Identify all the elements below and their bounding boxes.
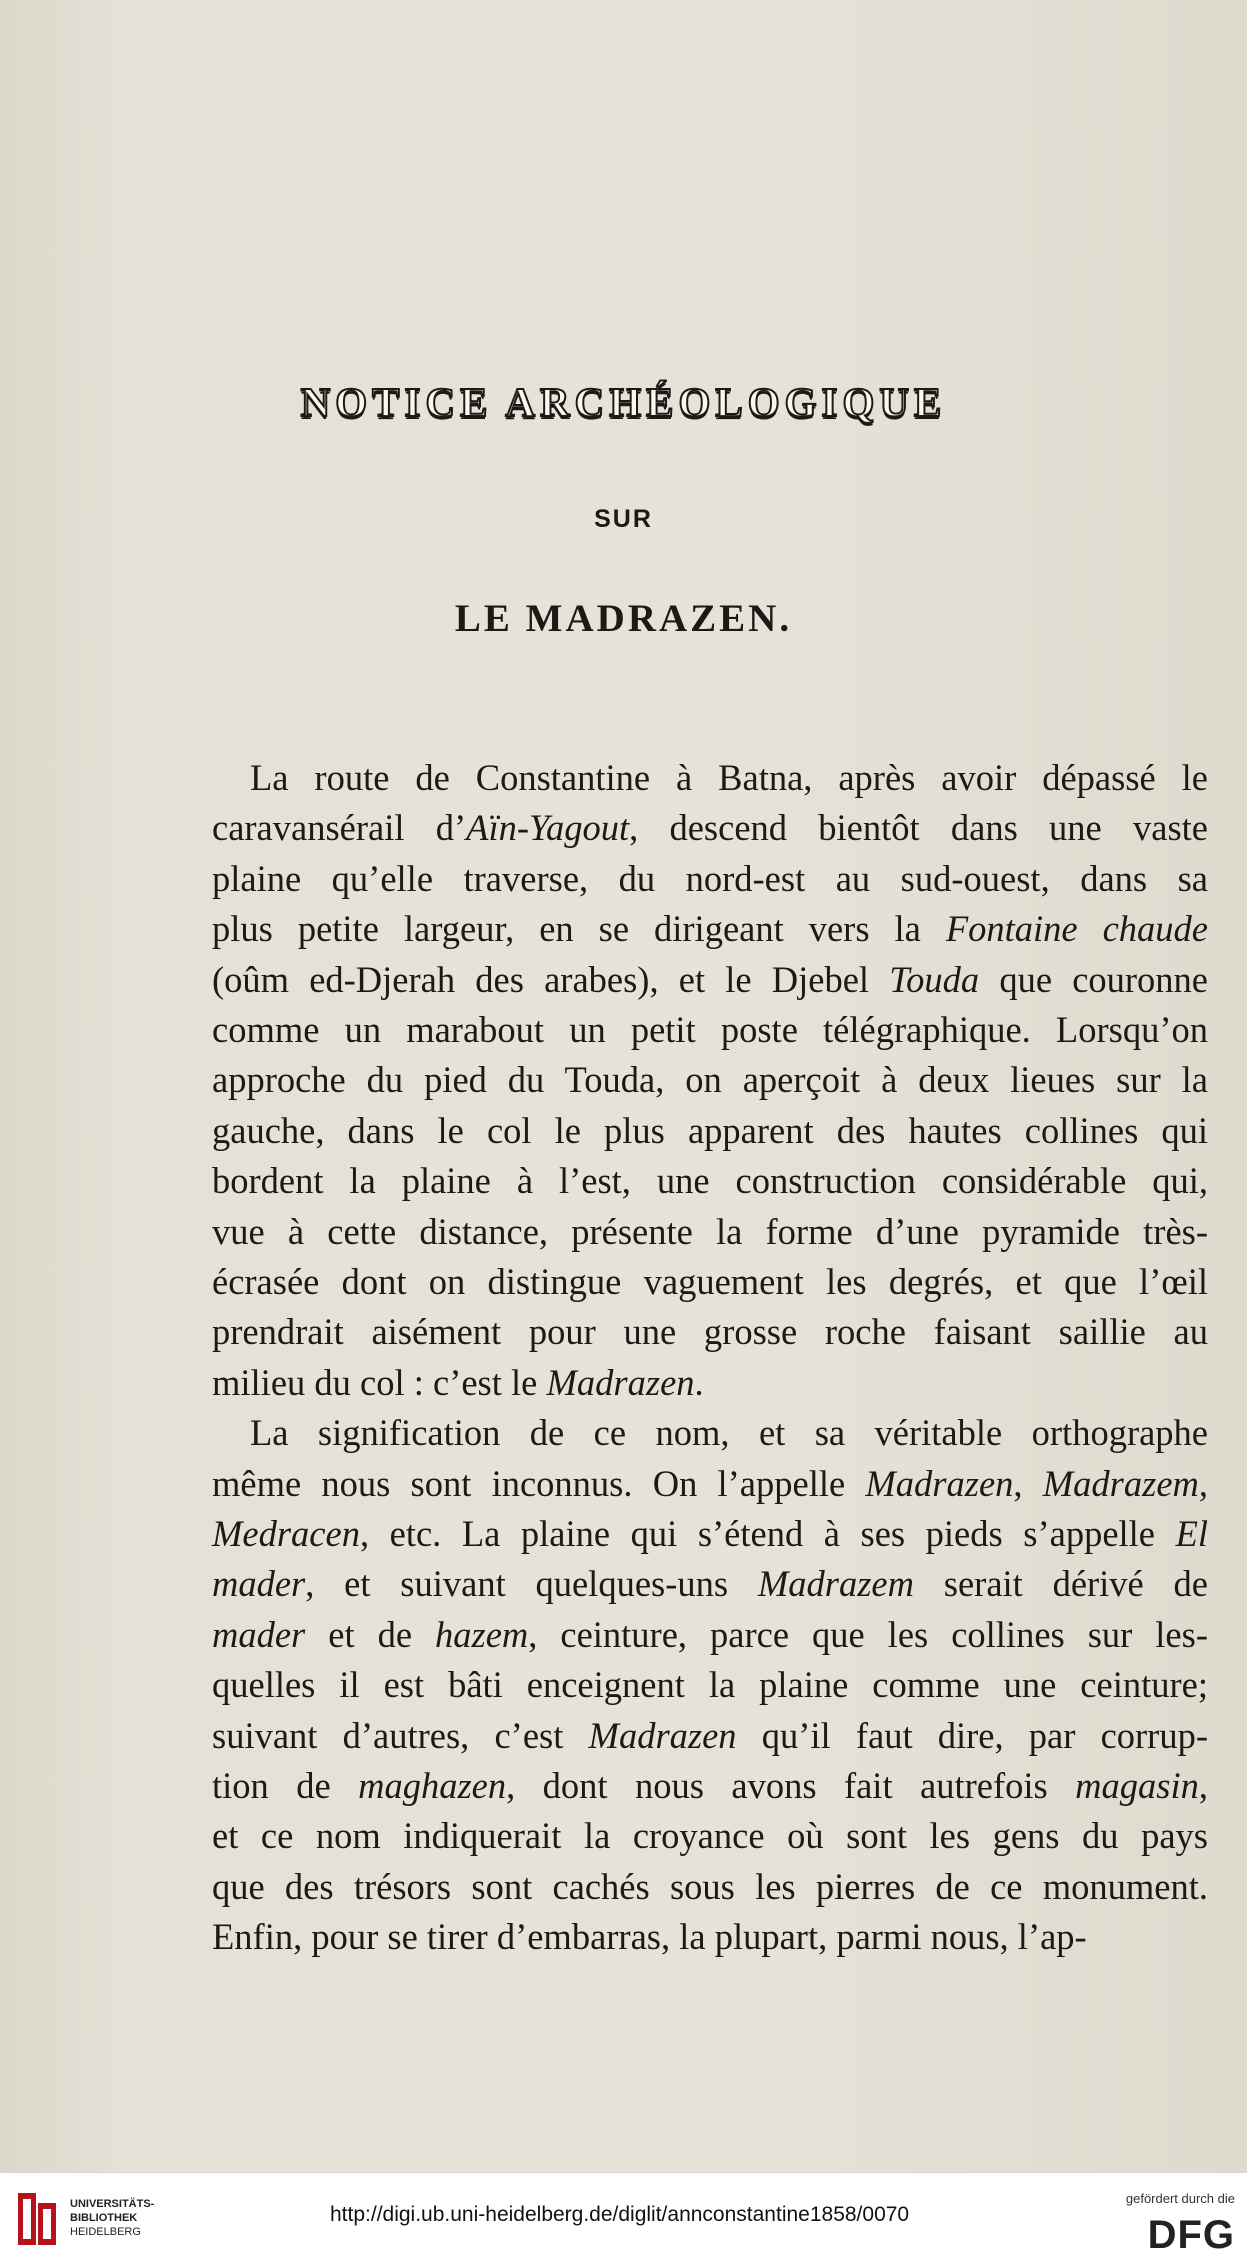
emphasis-text: Aïn-Yagout [466,807,630,849]
text-span: approche du pied du Touda, on aperçoit à deux lieues sur la [212,1059,1208,1101]
text-span: que couronne [979,958,1209,1000]
library-name [70,2197,154,2239]
text-line [212,1810,1208,1862]
text-line [212,1508,1208,1560]
emphasis-text: El [1175,1513,1208,1554]
text-span: , ceinture, parce que les collines sur les- [528,1613,1208,1655]
text-span: quelles il est bâti enceignent la plaine comme une ceinture; [212,1664,1208,1706]
text-span: , [1198,1765,1208,1806]
text-line [212,1710,1208,1762]
text-span: gauche, dans le col le plus apparent des hautes collines qui [212,1109,1208,1151]
text-line [212,1407,1208,1459]
emphasis-text: mader [212,1563,306,1605]
text-line [212,1357,1208,1409]
text-span: , [1013,1462,1043,1504]
text-span: et ce nom indiquerait la croyance où sont les gens du pays [212,1815,1208,1857]
emphasis-text: Madrazen [865,1462,1014,1504]
text-span: , [1198,1462,1208,1504]
text-span: (oûm ed-Djerah des arabes), et le Djebel [212,958,890,1000]
text-line [212,1004,1208,1056]
emphasis-text: Medracen [212,1513,360,1554]
text-line [212,1256,1208,1308]
text-line [212,1306,1208,1358]
text-span: caravansérail d’ [212,807,467,849]
text-span: écrasée dont on distingue vaguement les degrés, et que l’œil [212,1261,1208,1302]
section-title: NOTICE ARCHÉOLOGIQUE [300,379,947,425]
emphasis-text: Touda [889,958,980,1000]
emphasis-text: Madrazen [588,1714,737,1756]
title-connector: SUR [594,505,653,533]
text-line [212,1054,1208,1106]
library-name-line: HEIDELBERG [70,2226,141,2238]
text-line [212,1558,1208,1610]
text-span: vue à cette distance, présente la forme d’une pyramide très- [212,1210,1208,1252]
text-line [212,1155,1208,1207]
text-span: suivant d’autres, c’est [212,1714,589,1756]
permalink-url[interactable]: http://digi.ub.uni-heidelberg.de/diglit/annconstantine1858/0070 [330,2203,910,2226]
library-name-line: UNIVERSITÄTS- [70,2198,155,2210]
emphasis-text: mader [212,1613,306,1655]
text-span: tion de [212,1765,359,1806]
text-span: , descend bientôt dans une vaste [629,807,1208,849]
emphasis-text: hazem [435,1613,529,1655]
emphasis-text: magasin [1075,1765,1199,1806]
university-library-logo-icon [12,2189,62,2249]
text-span: plus petite largeur, en se dirigeant vers la [212,908,946,950]
emphasis-text: maghazen [358,1765,507,1806]
text-line [212,1861,1208,1913]
subject-title: LE MADRAZEN. [454,597,793,640]
text-span: , etc. La plaine qui s’étend à ses pieds s’appelle [359,1513,1176,1554]
text-line [212,1760,1208,1812]
text-span: qu’il faut dire, par corrup- [736,1714,1208,1756]
emphasis-text: Fontaine chaude [945,908,1208,950]
text-line [212,954,1208,1006]
library-name-line: BIBLIOTHEK [70,2212,138,2224]
dfg-logo: DFG [1147,2213,1235,2257]
text-span: et de [305,1613,435,1655]
text-line [212,752,1208,804]
text-span: même nous sont inconnus. On l’appelle [212,1462,866,1504]
text-span: serait dérivé de [913,1563,1208,1605]
text-span: . [694,1361,704,1403]
text-line [212,1609,1208,1661]
text-line [212,802,1208,854]
text-span: , et suivant quelques-uns [305,1563,758,1605]
text-span: prendrait aisément pour une grosse roche faisant saillie au [212,1311,1208,1353]
emphasis-text: Madrazen [546,1361,695,1403]
text-line [212,1911,1208,1963]
text-span: plaine qu’elle traverse, du nord-est au sud-ouest, dans sa [212,857,1208,899]
text-span: La route de Constantine à Batna, après avoir dépassé le [250,757,1208,798]
text-line [212,1105,1208,1157]
text-span: La signification de ce nom, et sa véritable orthographe [250,1412,1208,1454]
text-line [212,1458,1208,1510]
text-line [212,903,1208,955]
text-line [212,1659,1208,1711]
footer-bar [0,2172,1247,2263]
text-line [212,1206,1208,1258]
text-span: que des trésors sont cachés sous les pierres de ce monument. [212,1865,1208,1907]
text-span: milieu du col : c’est le [212,1361,547,1403]
text-span: bordent la plaine à l’est, une construction considérable qui, [212,1160,1208,1202]
text-span: comme un marabout un petit poste télégraphique. Lorsqu’on [212,1009,1208,1050]
emphasis-text: Madrazem [757,1563,914,1605]
text-span: Enfin, pour se tirer d’embarras, la plupart, parmi nous, l’ap- [212,1916,1087,1958]
emphasis-text: Madrazem [1042,1462,1199,1504]
text-span: , dont nous avons fait autrefois [506,1765,1076,1806]
text-line [212,853,1208,905]
funding-caption: gefördert durch die [1125,2191,1235,2206]
